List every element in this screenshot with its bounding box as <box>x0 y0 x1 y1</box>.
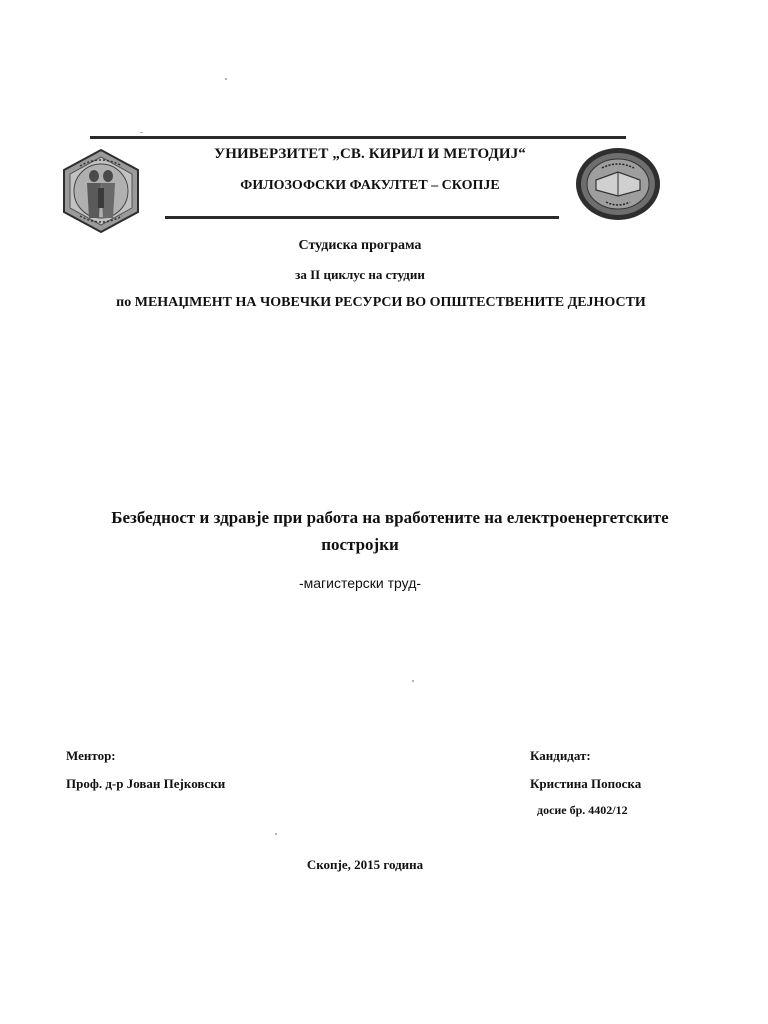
study-cycle: за II циклус на студии <box>295 267 425 282</box>
candidate-label: Кандидат: <box>530 748 591 763</box>
place-and-year: Скопје, 2015 година <box>306 857 424 872</box>
university-seal-icon <box>58 148 144 234</box>
candidate-dossier-number: досие бр. 4402/12 <box>537 803 628 817</box>
scan-speck <box>225 78 227 80</box>
university-name: УНИВЕРЗИТЕТ „СВ. КИРИЛ И МЕТОДИЈ“ <box>214 146 526 162</box>
study-program-name: по МЕНАЏМЕНТ НА ЧОВЕЧКИ РЕСУРСИ ВО ОПШТЕСТВЕНИТЕ ДЕЈНОСТИ <box>116 295 646 310</box>
faculty-seal-icon <box>574 146 662 222</box>
header-top-rule <box>90 136 626 139</box>
scan-speck <box>412 680 414 682</box>
thesis-type: -магистерски труд- <box>298 575 422 591</box>
faculty-name: ФИЛОЗОФСКИ ФАКУЛТЕТ – СКОПЈЕ <box>240 178 500 193</box>
scan-speck <box>140 132 143 133</box>
candidate-name: Кристина Попоска <box>530 776 642 791</box>
mentor-label: Ментор: <box>66 748 116 763</box>
mentor-name: Проф. д-р Јован Пејковски <box>66 776 226 791</box>
study-program-heading: Студиска програма <box>298 238 422 253</box>
scan-speck <box>275 833 277 835</box>
thesis-title-line-2: постројки <box>321 535 399 554</box>
thesis-title-line-1: Безбедност и здравје при работа на вработените на електроенергетските <box>111 508 669 527</box>
header-bottom-rule <box>165 216 559 219</box>
